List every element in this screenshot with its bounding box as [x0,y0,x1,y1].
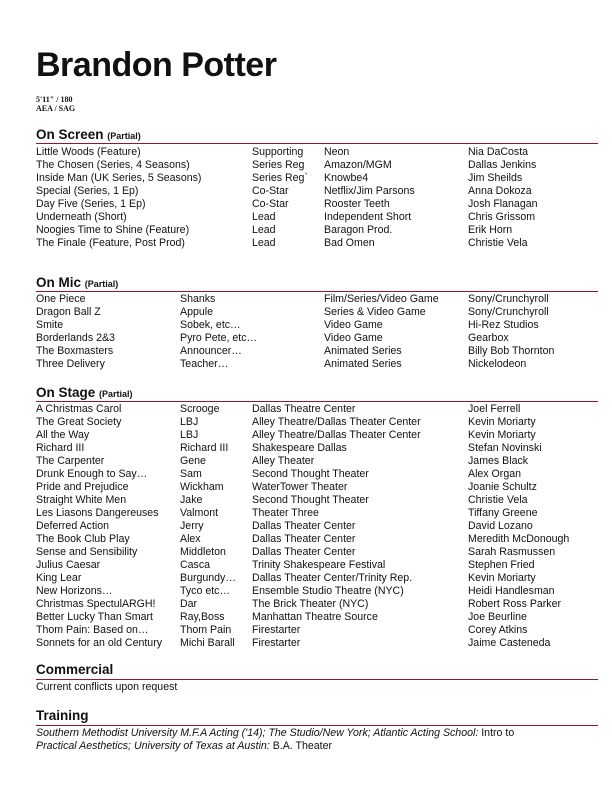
credit-project: Pride and Prejudice [36,481,129,493]
credit-project: Drunk Enough to Say… [36,468,148,480]
credit-project: Dragon Ball Z [36,306,101,318]
commercial-text: Current conflicts upon request [36,681,178,693]
credit-director: Jim Sheilds [468,172,523,184]
credit-project: Noogies Time to Shine (Feature) [36,224,190,236]
credit-row [0,293,612,306]
credit-row [0,507,612,520]
section-title: On Screen [36,127,104,142]
credit-role: Shanks [180,293,216,305]
credit-row [0,442,612,455]
credit-company: Second Thought Theater [252,494,369,506]
credit-project: Three Delivery [36,358,105,370]
credit-company: Baragon Prod. [324,224,393,236]
credit-role: Gene [180,455,206,467]
credit-row [0,429,612,442]
credit-director: Josh Flanagan [468,198,538,210]
on-screen-heading [36,127,141,144]
credit-company: Animated Series [324,345,402,357]
credit-role: Sobek, etc… [180,319,241,331]
credit-company: Film/Series/Video Game [324,293,439,305]
credit-role: Sam [180,468,202,480]
credit-row [0,332,612,345]
commercial-heading: Commercial [36,662,114,677]
credit-role: Appule [180,306,213,318]
credit-director: Dallas Jenkins [468,159,537,171]
on-mic-rule [36,291,598,292]
credit-project: Sonnets for an old Century [36,637,163,649]
credit-company: Dallas Theatre Center [252,403,356,415]
resume-name: Brandon Potter [36,46,277,84]
credit-project: Les Liasons Dangereuses [36,507,159,519]
credit-project: Better Lucky Than Smart [36,611,153,623]
training-part: Southern Methodist University M.F.A Acting ('14); [36,727,269,739]
credit-project: Julius Caesar [36,559,101,571]
credit-company: Manhattan Theatre Source [252,611,378,623]
credit-row [0,146,612,159]
credit-company: Netflix/Jim Parsons [324,185,415,197]
credit-company: Theater Three [252,507,319,519]
section-title: On Stage [36,385,96,400]
training-part: Practical Aesthetics; [36,740,134,752]
section-note: (Partial) [107,131,141,141]
height-weight: 5'11" / 180 [36,95,73,104]
credit-project: Borderlands 2&3 [36,332,115,344]
credit-project: Straight White Men [36,494,127,506]
credit-row [0,403,612,416]
credit-director: Joe Beurline [468,611,527,623]
credit-row [0,211,612,224]
credit-row [0,159,612,172]
credit-director: Nickelodeon [468,358,527,370]
credit-row [0,611,612,624]
credit-company: Dallas Theater Center/Trinity Rep. [252,572,413,584]
credit-director: Sarah Rasmussen [468,546,556,558]
credit-row [0,306,612,319]
credit-director: Anna Dokoza [468,185,532,197]
credit-project: All the Way [36,429,90,441]
credit-company: Alley Theater [252,455,315,467]
credit-director: Sony/Crunchyroll [468,293,549,305]
credit-row [0,598,612,611]
credit-project: The Great Society [36,416,122,428]
credit-company: Rooster Teeth [324,198,390,210]
on-stage-heading [36,385,133,402]
credit-project: Underneath (Short) [36,211,127,223]
credit-row [0,345,612,358]
credit-role: Supporting [252,146,304,158]
credit-company: Shakespeare Dallas [252,442,347,454]
actor-stats [36,95,75,113]
credit-director: Tiffany Greene [468,507,538,519]
credit-role: Lead [252,211,276,223]
credit-director: Christie Vela [468,237,528,249]
credit-project: One Piece [36,293,86,305]
credit-project: Inside Man (UK Series, 5 Seasons) [36,172,202,184]
credit-role: Burgundy… [180,572,236,584]
credit-row [0,533,612,546]
credit-row [0,572,612,585]
credit-row [0,358,612,371]
section-note: (Partial) [99,389,133,399]
credit-role: Dar [180,598,198,610]
credit-row [0,455,612,468]
credit-director: Sony/Crunchyroll [468,306,549,318]
credit-company: Video Game [324,332,383,344]
commercial-rule [36,679,598,680]
section-title: On Mic [36,275,82,290]
credit-company: Series & Video Game [324,306,426,318]
credit-director: James Black [468,455,529,467]
credit-director: Jaime Casteneda [468,637,551,649]
credit-row [0,520,612,533]
credit-director: Christie Vela [468,494,528,506]
credit-director: Kevin Moriarty [468,416,536,428]
credit-project: Richard III [36,442,85,454]
training-part: Atlantic Acting School: [373,727,482,739]
credit-project: Sense and Sensibility [36,546,138,558]
credit-role: Series Reg [252,159,305,171]
credit-row [0,637,612,650]
training-part: The Studio/New York; [268,727,374,739]
credit-director: Erik Horn [468,224,513,236]
on-screen-rule [36,143,598,144]
credit-role: Teacher… [180,358,229,370]
credit-project: Smite [36,319,64,331]
credit-row [0,416,612,429]
credit-project: A Christmas Carol [36,403,122,415]
credit-director: David Lozano [468,520,533,532]
credit-company: Dallas Theater Center [252,533,356,545]
credit-row [0,468,612,481]
credit-director: Robert Ross Parker [468,598,562,610]
credit-project: Little Woods (Feature) [36,146,141,158]
credit-row [0,224,612,237]
credit-role: LBJ [180,429,199,441]
credit-role: Middleton [180,546,226,558]
training-line-2 [36,740,332,753]
training-part: Intro to [481,727,515,739]
credit-row [0,481,612,494]
credit-role: Co-Star [252,198,289,210]
credit-role: Alex [180,533,201,545]
credit-role: Pyro Pete, etc… [180,332,258,344]
credit-company: Bad Omen [324,237,375,249]
credit-company: WaterTower Theater [252,481,348,493]
credit-company: Firestarter [252,624,301,636]
credit-row [0,198,612,211]
credit-director: Meredith McDonough [468,533,570,545]
credit-project: New Horizons… [36,585,113,597]
credit-role: Richard III [180,442,229,454]
credit-director: Gearbox [468,332,509,344]
credit-project: The Carpenter [36,455,105,467]
credit-director: Corey Atkins [468,624,528,636]
credit-project: The Book Club Play [36,533,130,545]
credit-row [0,237,612,250]
training-part: B.A. Theater [272,740,332,752]
training-rule [36,725,598,726]
credit-director: Kevin Moriarty [468,429,536,441]
credit-project: Thom Pain: Based on… [36,624,149,636]
credit-director: Stephen Fried [468,559,535,571]
credit-company: Knowbe4 [324,172,369,184]
credit-company: The Brick Theater (NYC) [252,598,369,610]
credit-row [0,185,612,198]
credit-company: Ensemble Studio Theatre (NYC) [252,585,404,597]
credit-role: Valmont [180,507,219,519]
on-mic-heading [36,275,118,292]
training-line-1 [36,727,514,740]
credit-director: Heidi Handlesman [468,585,555,597]
credit-role: Michi Barall [180,637,235,649]
credit-company: Alley Theatre/Dallas Theater Center [252,416,421,428]
credit-row [0,494,612,507]
credit-project: Christmas SpectulARGH! [36,598,156,610]
credit-role: Casca [180,559,211,571]
credit-role: Co-Star [252,185,289,197]
credit-role: Tyco etc… [180,585,231,597]
credit-company: Dallas Theater Center [252,520,356,532]
credit-role: Wickham [180,481,224,493]
credit-company: Second Thought Theater [252,468,369,480]
credit-director: Joanie Schultz [468,481,537,493]
credit-project: Day Five (Series, 1 Ep) [36,198,146,210]
credit-director: Billy Bob Thornton [468,345,555,357]
credit-director: Kevin Moriarty [468,572,536,584]
unions: AEA / SAG [36,104,76,113]
credit-company: Video Game [324,319,383,331]
on-stage-rule [36,401,598,402]
credit-role: Thom Pain [180,624,232,636]
credit-director: Nia DaCosta [468,146,529,158]
credit-director: Stefan Novinski [468,442,542,454]
credit-project: Deferred Action [36,520,110,532]
credit-project: Special (Series, 1 Ep) [36,185,139,197]
credit-role: Series Reg` [252,172,308,184]
credit-role: Scrooge [180,403,220,415]
credit-row [0,319,612,332]
credit-project: The Boxmasters [36,345,114,357]
credit-role: Lead [252,224,276,236]
credit-director: Alex Organ [468,468,521,480]
credit-role: Ray,Boss [180,611,225,623]
credit-company: Animated Series [324,358,402,370]
credit-role: Jake [180,494,203,506]
section-note: (Partial) [84,279,119,289]
credit-company: Neon [324,146,350,158]
credit-role: Jerry [180,520,204,532]
credit-company: Alley Theatre/Dallas Theater Center [252,429,421,441]
credit-company: Independent Short [324,211,412,223]
credit-project: The Finale (Feature, Post Prod) [36,237,185,249]
credit-company: Firestarter [252,637,301,649]
credit-company: Amazon/MGM [324,159,392,171]
credit-project: The Chosen (Series, 4 Seasons) [36,159,190,171]
credit-company: Trinity Shakespeare Festival [252,559,386,571]
credit-row [0,559,612,572]
credit-row [0,172,612,185]
credit-row [0,585,612,598]
credit-role: Lead [252,237,276,249]
credit-role: LBJ [180,416,199,428]
credit-row [0,624,612,637]
credit-row [0,546,612,559]
training-part: University of Texas at Austin: [133,740,273,752]
credit-director: Chris Grissom [468,211,536,223]
credit-director: Joel Ferrell [468,403,521,415]
credit-director: Hi-Rez Studios [468,319,539,331]
credit-role: Announcer… [180,345,242,357]
credit-company: Dallas Theater Center [252,546,356,558]
credit-project: King Lear [36,572,82,584]
training-heading: Training [36,708,89,723]
